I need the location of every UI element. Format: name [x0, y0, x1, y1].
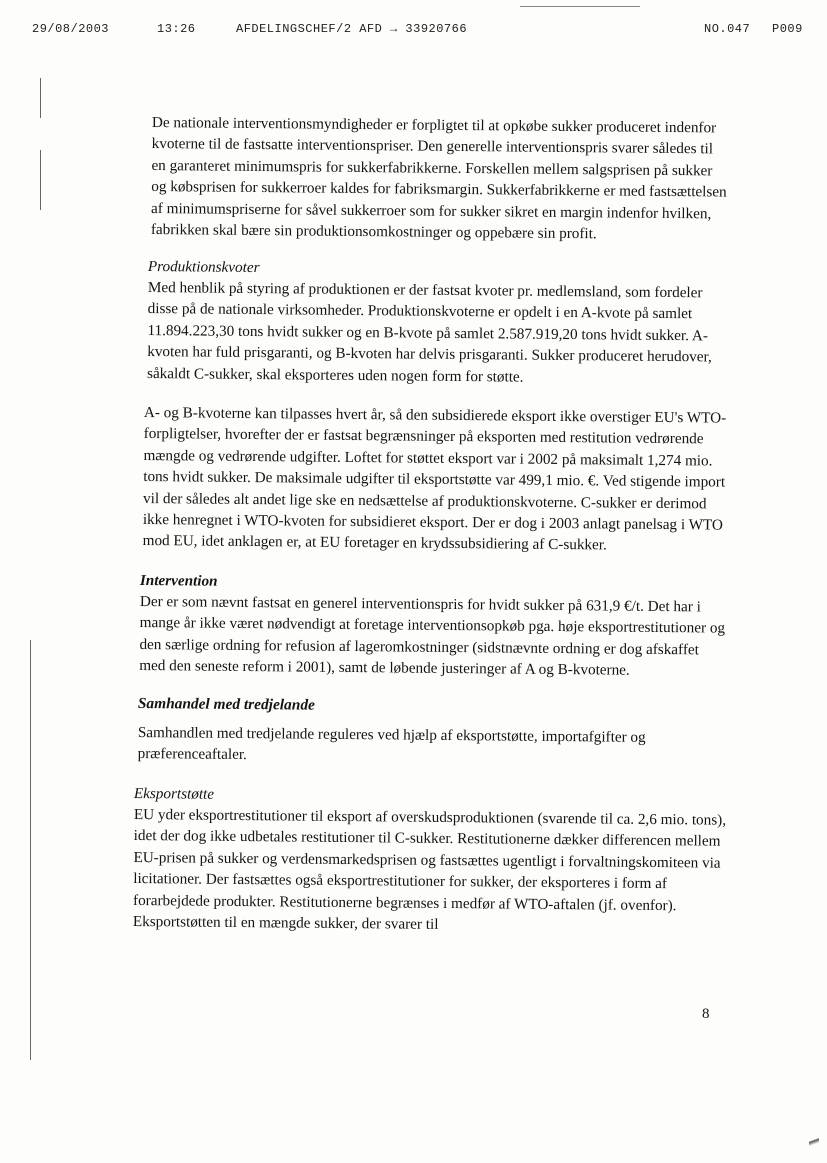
paragraph: De nationale interventionsmyndigheder er forpligtet til at opkøbe sukker produceret indenfor kvoterne til de fastsatte interventionspriser. Den generelle interventionspris svarer således til en garanteret minimumspris for sukkerfabrikkerne. Forskellen mellem salgsprisen på sukker og købsprisen for sukkerroer kaldes for fabriksmargin. Sukkerfabrikkerne er med fastsættelsen af minimumspriserne for såvel sukkerroer som for sukker sikret en margin indenfor hvilken, fabrikken skal bære sin produktionsomkostninger og oppebære sin profit. — [150, 113, 727, 243]
scan-smudge — [809, 1131, 819, 1153]
page-number: 8 — [702, 1006, 710, 1022]
fax-page-code: P009 — [772, 22, 803, 36]
scan-edge-mark — [40, 150, 41, 210]
paragraph: Med henblik på styring af produktionen er der fastsat kvoter pr. medlemsland, som fordeler disse på de nationale virksomheder. Produktionskvoterne er opdelt i en A-kvote på samlet 11.894.223,30 tons hvidt sukker og en B-kvote på samlet 2.587.919,20 tons hvidt sukker. A-kvoten har fuld prisgaranti, og B-kvoten har delvis prisgaranti. Sukker produceret herudover, såkaldt C-sukker, skal eksporteres uden nogen form for støtte. — [146, 279, 712, 386]
fax-header — [0, 22, 827, 42]
section-heading: Eksportstøtte — [133, 784, 215, 803]
fax-sender: AFDELINGSCHEF/2 AFD → 33920766 — [236, 22, 468, 36]
paragraph: EU yder eksportrestitutioner til eksport af overskudsproduktionen (svarende til ca. 2,6 mio. tons), idet der dog ikke udbetales restitutioner til C-sukker. Restitutionerne dækker differencen mellem EU-prisen på sukker og verdensmarkedsprisen og fastsættes ugentligt i forvaltningskomiteen via licitationer. Der fastsættes også eksportrestitutioner for sukker, der eksporteres i form af forarbejdede produkter. Restitutionerne begrænses i medfør af WTO-aftalen (jf. ovenfor). Eksportstøtten til en mængde sukker, der svarer til — [132, 805, 727, 933]
fax-top-rule — [0, 6, 827, 7]
section-heading: Produktionskvoter — [147, 258, 260, 277]
fax-page-label: NO.047 — [704, 22, 751, 36]
paragraph: Der er som nævnt fastsat en generel interventionspris for hvidt sukker på 631,9 €/t. Det har i mange år ikke været nødvendigt at foretage interventionsopkøb pga. høje eksportrestitutioner og den særlige ordning for refusion af lageromkostninger (sidstnævnte ordning er dog afskaffet med den seneste reform i 2001), samt de løbende justeringer af A og B-kvoterne. — [139, 593, 726, 680]
section-heading: Intervention — [139, 572, 218, 591]
fax-date: 29/08/2003 — [32, 22, 110, 36]
document-body — [132, 112, 728, 933]
scan-edge-mark — [30, 640, 31, 1060]
paragraph: A- og B-kvoterne kan tilpasses hvert år, så den subsidierede eksport ikke overstiger EU's WTO-forpligtelser, hvorefter der er fastsat begrænsninger på eksporten med restitution vedrørende mængde og vedrørende udgifter. Loftet for støttet eksport var i 2002 på maksimalt 1,274 mio. tons hvidt sukker. De maksimale udgifter til eksportstøtte var 499,1 mio. €. Ved stigende import vil der således alt andet lige ske en nedsættelse af produktionskvoterne. C-sukker er derimod ikke henregnet i WTO-kvoten for subsidieret eksport. Der er dog i 2003 anlagt panelsag i WTO mod EU, idet anklagen er, at EU foretager en krydssubsidiering af C-sukker. — [142, 404, 727, 555]
section-heading: Samhandel med tredjelande — [137, 694, 315, 714]
fax-time: 13:26 — [157, 22, 196, 36]
scan-edge-mark — [40, 78, 41, 118]
paragraph: Samhandlen med tredjelande reguleres ved hjælp af eksportstøtte, importafgifter og præferenceaftaler. — [137, 723, 646, 764]
